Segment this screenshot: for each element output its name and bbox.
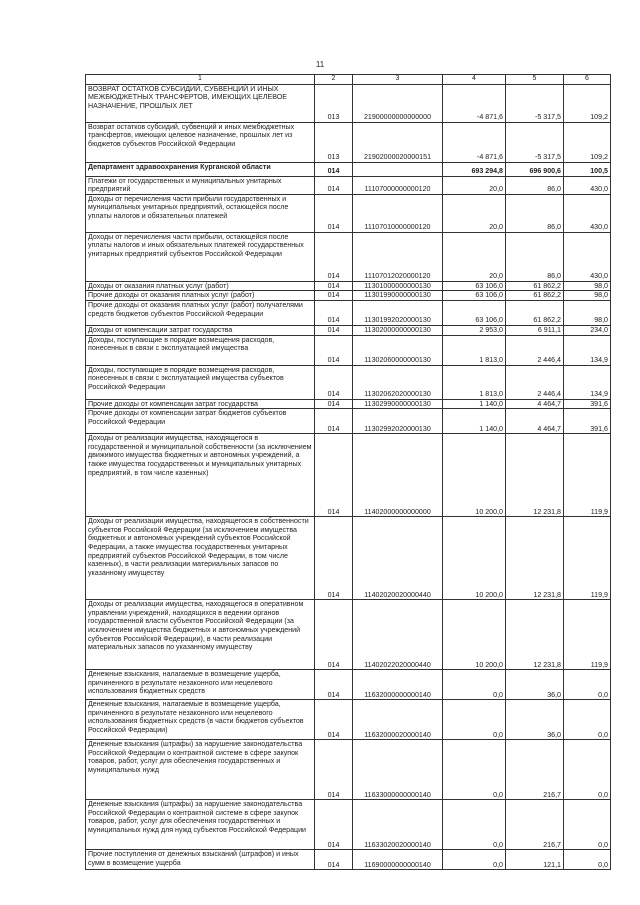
kbk-cell: 11633020020000140 [353,800,443,850]
kbk-cell [353,162,443,176]
table-header-row [86,75,611,85]
table-row [86,670,611,700]
percent-cell: 0,0 [564,740,611,800]
kbk-cell: 11302000000000130 [353,325,443,335]
name-cell: Денежные взыскания (штрафы) за нарушение законодательства Российской Федерации о контрактной системе в сфере закупок товаров, работ, услуг для обеспечения государственных и муниципальных нужд [86,740,315,800]
kbk-cell: 11301000000000130 [353,281,443,291]
table-row [86,335,611,365]
name-cell: Доходы, поступающие в порядке возмещения расходов, понесенных в связи с эксплуатацией имущества [86,335,315,365]
name-cell: Доходы от реализации имущества, находящегося в собственности субъектов Российской Федерации (за исключением имущества бюджетных и автономных учреждений субъектов Российской Федерации, а также имущества государственных унитарных предприятий субъектов Российской Федерации, в том числе казенных), в части реализации материальных запасов по указанному имуществу [86,517,315,600]
actual-cell: 216,7 [506,800,564,850]
column-header: 6 [564,75,611,85]
plan-cell: 0,0 [443,700,506,740]
name-cell: Доходы от перечисления части прибыли государственных и муниципальных унитарных предприятий, остающейся после уплаты налогов и обязательных платежей [86,194,315,232]
plan-cell: 0,0 [443,670,506,700]
table-row [86,122,611,162]
name-cell: Доходы от оказания платных услуг (работ) [86,281,315,291]
actual-cell: 61 862,2 [506,300,564,325]
actual-cell: 2 446,4 [506,365,564,399]
actual-cell: 12 231,8 [506,600,564,670]
code-cell: 014 [315,365,353,399]
actual-cell: 4 464,7 [506,409,564,434]
actual-cell: 86,0 [506,232,564,281]
page-number: 11 [315,60,325,69]
plan-cell: 63 106,0 [443,281,506,291]
plan-cell: 10 200,0 [443,434,506,517]
plan-cell: 63 106,0 [443,300,506,325]
actual-cell: 36,0 [506,670,564,700]
actual-cell: 61 862,2 [506,291,564,301]
name-cell: Прочие доходы от оказания платных услуг (работ) получателями средств бюджетов субъектов Российской Федерации [86,300,315,325]
code-cell: 014 [315,434,353,517]
table-row [86,700,611,740]
code-cell: 014 [315,850,353,870]
code-cell: 014 [315,176,353,194]
percent-cell: 109,2 [564,122,611,162]
plan-cell: 63 106,0 [443,291,506,301]
code-cell: 014 [315,600,353,670]
table-row [86,399,611,409]
percent-cell: 0,0 [564,700,611,740]
plan-cell: 20,0 [443,176,506,194]
actual-cell: 12 231,8 [506,517,564,600]
table-row [86,176,611,194]
kbk-cell: 21900000000000000 [353,84,443,122]
kbk-cell: 21902000020000151 [353,122,443,162]
name-cell: Прочие поступления от денежных взысканий (штрафов) и иных сумм в возмещение ущерба [86,850,315,870]
percent-cell: 119,9 [564,434,611,517]
actual-cell: 61 862,2 [506,281,564,291]
name-cell: Доходы от реализации имущества, находящегося в государственной и муниципальной собственности (за исключением движимого имущества бюджетных и автономных учреждений, а также имущества государственных и муниципальных унитарных предприятий, в том числе казенных) [86,434,315,517]
table-row [86,232,611,281]
plan-cell: 10 200,0 [443,517,506,600]
percent-cell: 98,0 [564,281,611,291]
table-row [86,84,611,122]
plan-cell: 20,0 [443,194,506,232]
table-row [86,409,611,434]
percent-cell: 119,9 [564,600,611,670]
kbk-cell: 11302990000000130 [353,399,443,409]
name-cell: ВОЗВРАТ ОСТАТКОВ СУБСИДИЙ, СУБВЕНЦИЙ И ИНЫХ МЕЖБЮДЖЕТНЫХ ТРАНСФЕРТОВ, ИМЕЮЩИХ ЦЕЛЕВОЕ НАЗНАЧЕНИЕ, ПРОШЛЫХ ЛЕТ [86,84,315,122]
kbk-cell: 11107000000000120 [353,176,443,194]
name-cell: Денежные взыскания, налагаемые в возмещение ущерба, причиненного в результате незаконного или нецелевого использования бюджетных средств (в части бюджетов субъектов Российской Федерации) [86,700,315,740]
percent-cell: 391,6 [564,409,611,434]
code-cell: 014 [315,300,353,325]
name-cell: Доходы от реализации имущества, находящегося в оперативном управлении учреждений, находящихся в ведении органов государственной власти субъектов Российской Федерации (за исключением имущества бюджетных и автономных учреждений субъектов Российской Федерации), в части реализации материальных запасов по указанному имуществу [86,600,315,670]
kbk-cell: 11632000000000140 [353,670,443,700]
table-row [86,194,611,232]
plan-cell: 693 294,8 [443,162,506,176]
name-cell: Платежи от государственных и муниципальных унитарных предприятий [86,176,315,194]
percent-cell: 391,6 [564,399,611,409]
code-cell: 014 [315,281,353,291]
name-cell: Прочие доходы от компенсации затрат государства [86,399,315,409]
plan-cell: 0,0 [443,740,506,800]
percent-cell: 0,0 [564,800,611,850]
actual-cell: 121,1 [506,850,564,870]
plan-cell: 1 813,0 [443,365,506,399]
kbk-cell: 11107010000000120 [353,194,443,232]
actual-cell: 216,7 [506,740,564,800]
revenue-table [85,74,611,870]
kbk-cell: 11690000000000140 [353,850,443,870]
percent-cell: 109,2 [564,84,611,122]
table-row [86,850,611,870]
code-cell: 014 [315,517,353,600]
actual-cell: 12 231,8 [506,434,564,517]
plan-cell: 1 140,0 [443,409,506,434]
table-row [86,291,611,301]
actual-cell: 2 446,4 [506,335,564,365]
column-header: 3 [353,75,443,85]
percent-cell: 0,0 [564,670,611,700]
table-row [86,800,611,850]
percent-cell: 98,0 [564,300,611,325]
column-header: 2 [315,75,353,85]
code-cell: 014 [315,800,353,850]
percent-cell: 430,0 [564,194,611,232]
code-cell: 014 [315,399,353,409]
column-header: 4 [443,75,506,85]
kbk-cell: 11302062020000130 [353,365,443,399]
name-cell: Возврат остатков субсидий, субвенций и иных межбюджетных трансфертов, имеющих целевое назначение, прошлых лет из бюджетов субъектов Российской Федерации [86,122,315,162]
percent-cell: 98,0 [564,291,611,301]
actual-cell: 696 900,6 [506,162,564,176]
kbk-cell: 11402000000000000 [353,434,443,517]
name-cell: Доходы от перечисления части прибыли, остающейся после уплаты налогов и иных обязательных платежей государственных унитарных предприятий субъектов Российской Федерации [86,232,315,281]
code-cell: 014 [315,162,353,176]
code-cell: 014 [315,740,353,800]
kbk-cell: 11107012020000120 [353,232,443,281]
column-header: 5 [506,75,564,85]
percent-cell: 234,0 [564,325,611,335]
percent-cell: 430,0 [564,232,611,281]
name-cell: Доходы от компенсации затрат государства [86,325,315,335]
table-row [86,281,611,291]
kbk-cell: 11301992020000130 [353,300,443,325]
plan-cell: 20,0 [443,232,506,281]
table-row [86,162,611,176]
percent-cell: 134,9 [564,365,611,399]
name-cell: Денежные взыскания (штрафы) за нарушение законодательства Российской Федерации о контрактной системе в сфере закупок товаров, работ, услуг для обеспечения государственных и муниципальных нужд для нужд субъектов Российской Федерации [86,800,315,850]
column-header: 1 [86,75,315,85]
plan-cell: 1 140,0 [443,399,506,409]
percent-cell: 430,0 [564,176,611,194]
kbk-cell: 11301990000000130 [353,291,443,301]
table-row [86,300,611,325]
actual-cell: 4 464,7 [506,399,564,409]
code-cell: 014 [315,335,353,365]
name-cell: Доходы, поступающие в порядке возмещения расходов, понесенных в связи с эксплуатацией имущества субъектов Российской Федерации [86,365,315,399]
kbk-cell: 11633000000000140 [353,740,443,800]
plan-cell: 0,0 [443,800,506,850]
code-cell: 014 [315,232,353,281]
name-cell: Прочие доходы от компенсации затрат бюджетов субъектов Российской Федерации [86,409,315,434]
actual-cell: -5 317,5 [506,122,564,162]
percent-cell: 0,0 [564,850,611,870]
code-cell: 014 [315,194,353,232]
name-cell: Департамент здравоохранения Курганской области [86,162,315,176]
actual-cell: 6 911,1 [506,325,564,335]
plan-cell: 0,0 [443,850,506,870]
plan-cell: 2 953,0 [443,325,506,335]
plan-cell: -4 871,6 [443,84,506,122]
actual-cell: 86,0 [506,176,564,194]
code-cell: 014 [315,291,353,301]
plan-cell: -4 871,6 [443,122,506,162]
table-row [86,740,611,800]
code-cell: 014 [315,409,353,434]
percent-cell: 134,9 [564,335,611,365]
code-cell: 013 [315,84,353,122]
table-row [86,434,611,517]
table-row [86,600,611,670]
kbk-cell: 11402020020000440 [353,517,443,600]
kbk-cell: 11302060000000130 [353,335,443,365]
code-cell: 014 [315,700,353,740]
actual-cell: 86,0 [506,194,564,232]
kbk-cell: 11402022020000440 [353,600,443,670]
plan-cell: 10 200,0 [443,600,506,670]
code-cell: 013 [315,122,353,162]
code-cell: 014 [315,325,353,335]
kbk-cell: 11302992020000130 [353,409,443,434]
code-cell: 014 [315,670,353,700]
kbk-cell: 11632000020000140 [353,700,443,740]
name-cell: Денежные взыскания, налагаемые в возмещение ущерба, причиненного в результате незаконного или нецелевого использования бюджетных средств [86,670,315,700]
percent-cell: 119,9 [564,517,611,600]
plan-cell: 1 813,0 [443,335,506,365]
table-row [86,325,611,335]
actual-cell: 36,0 [506,700,564,740]
actual-cell: -5 317,5 [506,84,564,122]
percent-cell: 100,5 [564,162,611,176]
table-row [86,365,611,399]
table-row [86,517,611,600]
name-cell: Прочие доходы от оказания платных услуг (работ) [86,291,315,301]
